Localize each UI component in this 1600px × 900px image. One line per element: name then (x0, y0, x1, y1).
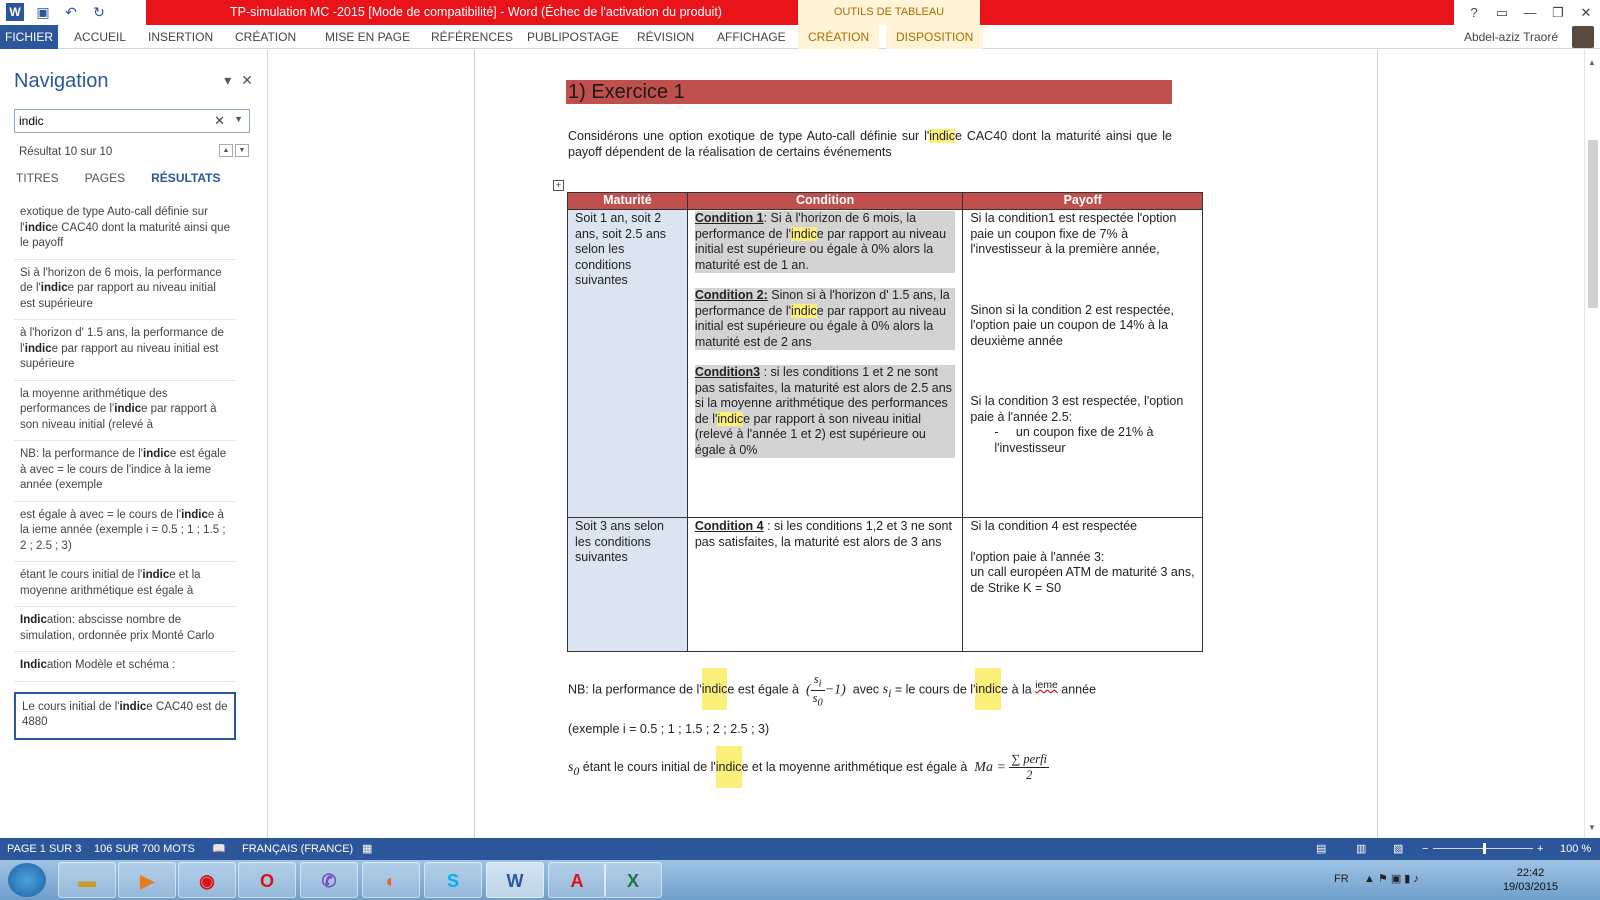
scroll-thumb[interactable] (1588, 140, 1598, 308)
search-results (14, 199, 236, 740)
list-item[interactable]: Indication: abscisse nombre de simulation, ordonnée prix Monté Carlo (14, 607, 236, 652)
scroll-up-icon[interactable]: ▲ (1588, 58, 1596, 67)
tab-insertion[interactable]: INSERTION (148, 30, 214, 44)
nav-title: Navigation (14, 70, 109, 92)
list-item-selected[interactable]: Le cours initial de l'indice CAC40 est de 4880 (14, 692, 236, 740)
tab-affichage[interactable]: AFFICHAGE (717, 30, 786, 44)
viber-icon[interactable]: ✆ (300, 862, 358, 898)
table-header: Payoff (963, 193, 1203, 210)
quick-access-toolbar (6, 3, 108, 21)
tab-creation[interactable]: CRÉATION (235, 30, 297, 44)
table-tools-label: OUTILS DE TABLEAU (798, 0, 980, 25)
nav-search-box (14, 109, 250, 133)
next-result-icon[interactable]: ▼ (235, 144, 249, 157)
table-row (568, 518, 1203, 652)
table-cell: Si la condition 4 est respectée l'option paie à l'année 3: un call européen ATM de maturité 3 ans, de Strike K = S0 (963, 518, 1203, 652)
zoom-out-icon[interactable]: − (1422, 843, 1429, 855)
table-cell: Soit 1 an, soit 2 ans, soit 2.5 ans selon les conditions suivantes (568, 210, 688, 518)
minimize-icon[interactable]: — (1523, 5, 1537, 20)
list-item[interactable]: exotique de type Auto-call définie sur l'indice CAC40 dont la maturité ainsi que le payoff (14, 199, 236, 260)
table-header: Condition (687, 193, 962, 210)
list-item[interactable]: Indication Modèle et schéma : (14, 652, 236, 682)
page-counter[interactable]: PAGE 1 SUR 3 (7, 843, 82, 855)
nb-initial-price: $s_0$ étant le cours initial de l'indice et la moyenne arithmétique est égale à Ma = $\frac{\text{∑ perfi}}{2}$ (568, 752, 1049, 783)
scroll-down-icon[interactable]: ▼ (1588, 823, 1596, 832)
nav-search-input[interactable] (15, 110, 205, 132)
tab-table-disposition[interactable]: DISPOSITION (886, 25, 983, 49)
tab-publipostage[interactable]: PUBLIPOSTAGE (527, 30, 619, 44)
search-options-icon[interactable]: ▼ (234, 114, 243, 124)
nb-example: (exemple i = 0.5 ; 1 ; 1.5 ; 2 ; 2.5 ; 3) (568, 722, 770, 736)
tab-accueil[interactable]: ACCUEIL (74, 30, 127, 44)
nav-tabs (16, 171, 220, 185)
media-player-icon[interactable]: ▶ (118, 862, 176, 898)
list-item[interactable]: la moyenne arithmétique des performances de l'indice par rapport à son niveau initial (relevé à (14, 381, 236, 442)
tab-mise-en-page[interactable]: MISE EN PAGE (325, 30, 411, 44)
ribbon-tabs (0, 25, 1600, 49)
opera-icon[interactable]: O (238, 862, 296, 898)
web-layout-icon[interactable]: ▧ (1393, 843, 1404, 855)
avatar[interactable] (1572, 26, 1594, 48)
redo-icon[interactable]: ↻ (93, 4, 105, 20)
list-item[interactable]: Si à l'horizon de 6 mois, la performance de l'indice par rapport au niveau initial est supérieure (14, 260, 236, 321)
nb-paragraph: NB: la performance de l'indice est égale à ( $\frac{s_i}{s_0}$ −1) avec $s_i$ = le cours de l'indice à la $^{ieme}$ année (568, 672, 1096, 708)
result-count: Résultat 10 sur 10 (19, 146, 113, 158)
table-cell: Condition 1: Si à l'horizon de 6 mois, la performance de l'indice par rapport au niveau initial est supérieure ou égale à 0% alors la maturité est de 1 an. Condition 2: Sinon si à l'horizon d' 1.5 ans, la performance de l'indice par rapport au niveau initial est supérieure ou égale à 0% alors la maturité est de 2 ans Condition3 : si les conditions 1 et 2 ne sont pas satisfaites, la maturité est alors de 2.5 ans si la moyenne arithmétique des performances de l'indice par rapport à son niveau initial (relevé à l'année 1 et 2) est supérieure ou égale à 0% (687, 210, 962, 518)
zoom-in-icon[interactable]: + (1537, 843, 1544, 855)
table-cell: Soit 3 ans selon les conditions suivantes (568, 518, 688, 652)
previous-result-icon[interactable]: ▲ (219, 144, 233, 157)
tab-references[interactable]: RÉFÉRENCES (431, 30, 514, 44)
list-item[interactable]: étant le cours initial de l'indice et la moyenne arithmétique est égale à (14, 562, 236, 607)
excel-icon[interactable]: X (604, 862, 662, 898)
undo-icon[interactable]: ↶ (65, 4, 77, 20)
table-row (568, 210, 1203, 518)
taskbar (0, 860, 1600, 900)
intro-paragraph: Considérons une option exotique de type Auto-call définie sur l'indice CAC40 dont la maturité ainsi que le payoff dépendent de la réalisation de certains événements (568, 129, 1172, 159)
language-indicator[interactable]: FRANÇAIS (FRANCE) (242, 843, 354, 855)
vertical-scrollbar[interactable] (1584, 50, 1600, 838)
window-title: TP-simulation MC -2015 [Mode de compatibilité] - Word (Échec de l'activation du produit) (230, 5, 722, 19)
zoom-slider-thumb[interactable] (1483, 843, 1486, 854)
media-app-icon[interactable]: ◉ (178, 862, 236, 898)
acrobat-icon[interactable]: A (548, 862, 606, 898)
table-move-handle[interactable]: + (553, 180, 564, 191)
ribbon-display-icon[interactable]: ▭ (1495, 5, 1509, 20)
list-item[interactable]: est égale à avec = le cours de l'indice à la ieme année (exemple i = 0.5 ; 1 ; 1.5 ; 2 ; 2.5 ; 3) (14, 502, 236, 563)
status-bar (0, 838, 1600, 860)
clock[interactable]: 22:42 19/03/2015 (1502, 867, 1558, 893)
read-mode-icon[interactable]: ▤ (1316, 843, 1327, 855)
word-taskbar-icon[interactable]: W (486, 862, 544, 898)
tab-titres[interactable]: TITRES (16, 171, 59, 185)
proofing-icon[interactable]: 📖 (212, 843, 226, 855)
close-icon[interactable]: ✕ (241, 72, 253, 88)
chevron-down-icon[interactable]: ▾ (224, 72, 232, 88)
list-item[interactable]: NB: la performance de l'indice est égale à avec = le cours de l'indice à la ieme année (exemple (14, 441, 236, 502)
zoom-level[interactable]: 100 % (1560, 843, 1592, 855)
table-cell: Condition 4 : si les conditions 1,2 et 3 ne sont pas satisfaites, la maturité est alors de 3 ans (687, 518, 962, 652)
tray-icons[interactable]: ▲ ⚑ ▣ ▮ ♪ (1364, 873, 1419, 885)
restore-icon[interactable]: ❐ (1552, 5, 1564, 20)
nav-header-controls (224, 72, 253, 89)
save-icon[interactable]: ▣ (36, 4, 50, 20)
macro-icon[interactable]: ▦ (362, 843, 373, 855)
clear-search-icon[interactable]: ✕ (214, 113, 225, 128)
list-item[interactable]: à l'horizon d' 1.5 ans, la performance de l'indice par rapport au niveau initial est supérieure (14, 320, 236, 381)
exercise-heading: 1) Exercice 1 (566, 80, 1172, 104)
window-controls (1460, 0, 1600, 25)
print-layout-icon[interactable]: ▥ (1356, 843, 1367, 855)
title-bar (0, 0, 1600, 25)
firefox-icon[interactable]: ◐ (362, 862, 420, 898)
help-icon[interactable]: ? (1470, 5, 1478, 20)
word-count[interactable]: 106 SUR 700 MOTS (94, 843, 195, 855)
tab-revision[interactable]: RÉVISION (637, 30, 695, 44)
result-arrows (219, 144, 249, 157)
input-language[interactable]: FR (1334, 873, 1349, 885)
explorer-icon[interactable]: ▬ (58, 862, 116, 898)
word-icon[interactable]: W (6, 3, 24, 21)
navigation-pane (0, 50, 268, 838)
close-icon[interactable]: ✕ (1580, 5, 1592, 20)
conditions-table (567, 192, 1203, 652)
tab-table-creation[interactable]: CRÉATION (798, 25, 879, 49)
skype-icon[interactable]: S (424, 862, 482, 898)
tab-pages[interactable]: PAGES (84, 171, 126, 185)
start-button[interactable] (8, 863, 46, 897)
table-header: Maturité (568, 193, 688, 210)
tab-file[interactable]: FICHIER (0, 25, 58, 49)
table-cell: Si la condition1 est respectée l'option paie un coupon fixe de 7% à l'investisseur à la première année, Sinon si la condition 2 est respectée, l'option paie un coupon de 14% à la deuxième année Si la condition 3 est respectée, l'option paie à l'année 2.5: - un coupon fixe de 21% à l'investisseur (963, 210, 1203, 518)
user-name[interactable]: Abdel-aziz Traoré (1463, 30, 1558, 44)
tab-resultats[interactable]: RÉSULTATS (151, 171, 221, 185)
